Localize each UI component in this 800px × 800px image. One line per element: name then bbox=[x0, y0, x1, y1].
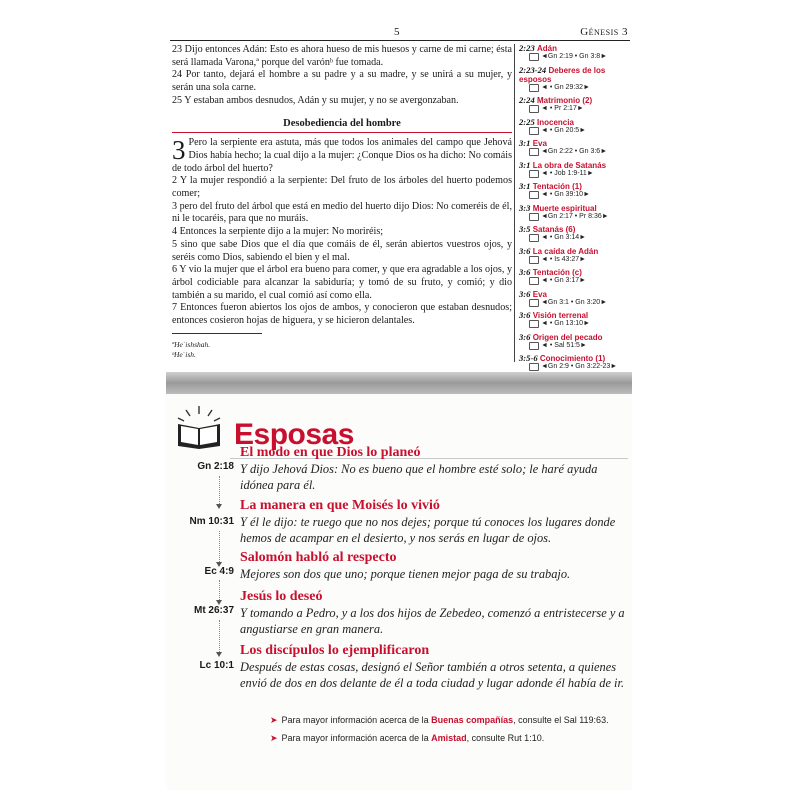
cross-ref-links bbox=[529, 84, 629, 93]
more-info-line bbox=[270, 733, 544, 744]
open-book-icon bbox=[174, 404, 224, 450]
cross-ref-item bbox=[519, 225, 629, 243]
arrow-bullet-icon: ➤ bbox=[270, 715, 278, 725]
cross-ref-links bbox=[529, 170, 629, 179]
cross-ref-verse: 3:1 bbox=[519, 159, 531, 170]
cross-ref-topic: Satanás (6) bbox=[532, 225, 576, 234]
cross-ref-item bbox=[519, 290, 629, 308]
chain-box-icon bbox=[529, 105, 539, 113]
cross-ref-item bbox=[519, 66, 629, 93]
cross-ref-links bbox=[529, 53, 629, 62]
cross-ref-verse: 3:6 bbox=[519, 245, 531, 256]
cross-ref-verse: 3:5-6 bbox=[519, 353, 538, 363]
cross-ref-link-text: ◄ • Gn 13:10► bbox=[541, 320, 590, 327]
chain-box-icon bbox=[529, 256, 539, 264]
cross-ref-links bbox=[529, 127, 629, 136]
cross-ref-item bbox=[519, 96, 629, 114]
chain-box-icon bbox=[529, 213, 539, 221]
footnote: ªHeˈishshah. bbox=[172, 340, 211, 349]
cross-ref-heading bbox=[519, 204, 629, 213]
topic-entry bbox=[240, 444, 628, 493]
entry-reference: Ec 4:9 bbox=[204, 566, 234, 577]
cross-ref-heading bbox=[519, 96, 629, 105]
cross-ref-topic: Matrimonio (2) bbox=[537, 96, 593, 105]
cross-ref-heading bbox=[519, 118, 629, 127]
cross-ref-links bbox=[529, 342, 629, 351]
cross-ref-topic: Eva bbox=[532, 139, 547, 148]
entry-title: Jesús lo deseó bbox=[240, 589, 323, 604]
entry-text: Mejores son dos que uno; porque tienen mejor paga de su trabajo. bbox=[240, 567, 571, 581]
cross-ref-verse: 3:6 bbox=[519, 267, 531, 277]
cross-ref-topic: Origen del pecado bbox=[532, 332, 603, 342]
chain-box-icon bbox=[529, 277, 539, 285]
cross-ref-links bbox=[529, 213, 629, 222]
cross-ref-topic: Deberes de los esposos bbox=[519, 65, 606, 84]
cross-ref-link-text: ◄Gn 2:22 • Gn 3:6► bbox=[541, 148, 608, 155]
cross-ref-verse: 2:24 bbox=[519, 95, 535, 105]
cross-reference-column bbox=[519, 44, 629, 376]
cross-ref-link-text: ◄ • Job 1:9-11► bbox=[541, 169, 594, 177]
cross-ref-topic: Conocimiento (1) bbox=[539, 354, 606, 363]
cross-ref-links bbox=[529, 234, 629, 243]
cross-ref-heading bbox=[519, 333, 629, 342]
chain-box-icon bbox=[529, 299, 539, 307]
cross-ref-item bbox=[519, 139, 629, 157]
timeline-arrow bbox=[216, 504, 222, 509]
chain-box-icon bbox=[529, 127, 539, 135]
entry-text: Y él le dijo: te ruego que no nos dejes; porque tú conoces los lugares donde hemos de acampar en el desierto, y nos serás en lugar de ojos. bbox=[240, 515, 616, 545]
cross-ref-item bbox=[519, 204, 629, 222]
timeline-dots bbox=[219, 620, 220, 652]
topic-entry bbox=[240, 588, 628, 637]
entry-title: Los discípulos lo ejemplificaron bbox=[240, 643, 430, 658]
cross-ref-item bbox=[519, 161, 629, 179]
more-info-suffix: , consulte el Sal 119:63. bbox=[513, 715, 609, 725]
cross-ref-link-text: ◄ • Pr 2:17► bbox=[541, 105, 584, 112]
verse: 6 Y vio la mujer que el árbol era bueno para comer, y que era agradable a los ojos, y árbol codiciable para alcanzar la sabiduría; y tomó de su fruto, y comió; y dio también a su marido, el cual comió así como ella. bbox=[172, 264, 512, 301]
more-info-suffix: , consulte Rut 1:10. bbox=[466, 733, 545, 743]
verse: 4 Entonces la serpiente dijo a la mujer: No moriréis; bbox=[172, 226, 384, 238]
cross-ref-verse: 3:3 bbox=[519, 202, 531, 213]
column-divider bbox=[514, 44, 515, 362]
entry-title: El modo en que Dios lo planeó bbox=[240, 445, 421, 460]
cross-ref-link-text: ◄Gn 2:9 • Gn 3:22-23► bbox=[541, 363, 618, 370]
cross-ref-link-text: ◄Gn 2:17 • Pr 8:36► bbox=[541, 212, 609, 220]
cross-ref-link-text: ◄ • Gn 3:14► bbox=[541, 234, 587, 241]
chain-box-icon bbox=[529, 53, 539, 61]
chain-box-icon bbox=[529, 234, 539, 242]
cross-ref-heading bbox=[519, 182, 629, 191]
entry-reference: Mt 26:37 bbox=[193, 605, 234, 616]
chapter-first-verse bbox=[172, 137, 512, 175]
cross-ref-topic: Tentación (1) bbox=[532, 182, 582, 191]
cross-ref-verse: 3:1 bbox=[519, 138, 531, 148]
cross-ref-item bbox=[519, 118, 629, 136]
cross-ref-item bbox=[519, 247, 629, 265]
more-info-line bbox=[270, 715, 609, 726]
cross-ref-links bbox=[529, 363, 629, 372]
footnote: ᵇHeˈish. bbox=[172, 350, 196, 359]
scripture-column bbox=[172, 44, 512, 328]
topic-entry bbox=[240, 497, 628, 546]
chain-box-icon bbox=[529, 170, 539, 178]
running-head bbox=[172, 26, 632, 40]
more-info-topic: Amistad bbox=[431, 733, 467, 743]
cross-ref-links bbox=[529, 256, 629, 265]
cross-ref-links bbox=[529, 320, 629, 329]
verse: 24 Por tanto, dejará el hombre a su padre y a su madre, y se unirá a su mujer, y serán una sola carne. bbox=[172, 69, 512, 94]
cross-ref-verse: 3:6 bbox=[519, 288, 531, 299]
cross-ref-item bbox=[519, 333, 629, 351]
topic-box bbox=[166, 394, 632, 790]
cross-ref-verse: 3:5 bbox=[519, 224, 531, 234]
more-info-topic: Buenas compañías bbox=[431, 715, 514, 725]
cross-ref-links bbox=[529, 191, 629, 200]
cross-ref-item bbox=[519, 182, 629, 200]
section-title: Desobediencia del hombre bbox=[172, 118, 512, 134]
cross-ref-item bbox=[519, 354, 629, 372]
timeline-dots bbox=[219, 580, 220, 600]
cross-ref-verse: 2:23-24 bbox=[519, 64, 547, 75]
header-rule bbox=[170, 40, 630, 41]
verse: 5 sino que sabe Dios que el día que comáis de él, serán abiertos vuestros ojos, y seréis como Dios, sabiendo el bien y el mal. bbox=[172, 238, 512, 263]
entry-reference: Nm 10:31 bbox=[189, 516, 234, 527]
cross-ref-item bbox=[519, 44, 629, 62]
cross-ref-links bbox=[529, 277, 629, 286]
cross-ref-item bbox=[519, 311, 629, 329]
arrow-bullet-icon: ➤ bbox=[270, 733, 278, 743]
cross-ref-verse: 3:6 bbox=[519, 310, 531, 320]
cross-ref-links bbox=[529, 148, 629, 157]
cross-ref-links bbox=[529, 299, 629, 308]
cross-ref-heading bbox=[519, 44, 629, 53]
cross-ref-item bbox=[519, 268, 629, 286]
timeline-dots bbox=[219, 531, 220, 562]
cross-ref-topic: Adán bbox=[537, 44, 557, 53]
chain-box-icon bbox=[529, 320, 539, 328]
cross-ref-heading bbox=[519, 225, 629, 234]
page-number: 5 bbox=[394, 26, 400, 38]
cross-ref-heading bbox=[519, 354, 629, 363]
section-divider-band bbox=[166, 372, 632, 394]
box-title: Esposas bbox=[234, 418, 354, 451]
topic-entry bbox=[240, 642, 628, 691]
verse: 23 Dijo entonces Adán: Esto es ahora hueso de mis huesos y carne de mi carne; ésta será llamada Varona,ª porque del varónᵇ fue tomada. bbox=[172, 44, 512, 68]
entry-reference: Lc 10:1 bbox=[199, 660, 234, 671]
chain-box-icon bbox=[529, 84, 539, 92]
chain-box-icon bbox=[529, 342, 539, 350]
entry-text: Y tomando a Pedro, y a los dos hijos de Zebedeo, comenzó a entristecerse y a angustiarse en gran manera. bbox=[240, 606, 625, 636]
cross-ref-heading bbox=[519, 268, 629, 277]
cross-ref-topic: Tentación (c) bbox=[532, 268, 582, 277]
entry-text: Después de estas cosas, designó el Señor también a otros setenta, a quienes envió de dos en dos delante de él a toda ciudad y lugar adonde él había de ir. bbox=[240, 660, 625, 690]
cross-ref-link-text: ◄ • Sal 51:5► bbox=[541, 341, 587, 349]
book-chapter: Génesis 3 bbox=[580, 26, 628, 38]
entry-title: La manera en que Moisés lo vivió bbox=[240, 498, 440, 513]
cross-ref-topic: Visión terrenal bbox=[532, 311, 589, 320]
entry-title: Salomón habló al respecto bbox=[240, 550, 397, 565]
cross-ref-verse: 3:1 bbox=[519, 181, 531, 191]
cross-ref-link-text: ◄ • Gn 3:17► bbox=[541, 277, 587, 284]
bible-page bbox=[166, 0, 632, 790]
chain-box-icon bbox=[529, 191, 539, 199]
cross-ref-topic: La obra de Satanás bbox=[532, 160, 607, 170]
cross-ref-heading bbox=[519, 161, 629, 170]
chapter-number: 3 bbox=[172, 135, 186, 166]
chain-box-icon bbox=[529, 148, 539, 156]
cross-ref-heading bbox=[519, 311, 629, 320]
verse-text: Pero la serpiente era astuta, más que todos los animales del campo que Jehová Dios había hecho; la cual dijo a la mujer: ¿Conque Dios os ha dicho: No comáis de todo árbol del huerto? bbox=[172, 137, 512, 174]
chain-box-icon bbox=[529, 363, 539, 371]
timeline-arrow bbox=[216, 652, 222, 657]
cross-ref-verse: 3:6 bbox=[519, 331, 531, 342]
footnotes bbox=[172, 333, 262, 360]
cross-ref-link-text: ◄ • Is 43:27► bbox=[541, 255, 587, 263]
cross-ref-topic: Eva bbox=[532, 289, 547, 299]
cross-ref-links bbox=[529, 105, 629, 114]
cross-ref-heading bbox=[519, 139, 629, 148]
cross-ref-link-text: ◄Gn 3:1 • Gn 3:20► bbox=[541, 298, 608, 306]
cross-ref-topic: Muerte espiritual bbox=[532, 203, 597, 213]
cross-ref-topic: Inocencia bbox=[537, 117, 574, 127]
cross-ref-link-text: ◄Gn 2:19 • Gn 3:8► bbox=[541, 53, 608, 60]
entry-reference: Gn 2:18 bbox=[197, 461, 234, 472]
verse: 7 Entonces fueron abiertos los ojos de ambos, y conocieron que estaban desnudos; entonces cosieron hojas de higuera, y se hicieron delantales. bbox=[172, 302, 512, 327]
cross-ref-heading bbox=[519, 66, 629, 84]
cross-ref-verse: 2:23 bbox=[519, 43, 535, 53]
verse: 3 pero del fruto del árbol que está en medio del huerto dijo Dios: No comeréis de él, ni le tocaréis, para que no muráis. bbox=[172, 200, 512, 225]
topic-entry bbox=[240, 549, 628, 582]
more-info-prefix: Para mayor información acerca de la bbox=[281, 715, 429, 725]
cross-ref-link-text: ◄ • Gn 20:5► bbox=[541, 126, 587, 134]
verse: 25 Y estaban ambos desnudos, Adán y su mujer, y no se avergonzaban. bbox=[172, 94, 459, 106]
cross-ref-heading bbox=[519, 247, 629, 256]
cross-ref-topic: La caída de Adán bbox=[532, 246, 599, 256]
more-info-prefix: Para mayor información acerca de la bbox=[281, 733, 429, 743]
cross-ref-verse: 2:25 bbox=[519, 116, 535, 127]
cross-ref-link-text: ◄ • Gn 29:32► bbox=[541, 83, 590, 91]
verse: 2 Y la mujer respondió a la serpiente: Del fruto de los árboles del huerto podemos comer; bbox=[172, 175, 512, 200]
cross-ref-link-text: ◄ • Gn 39:10► bbox=[541, 191, 590, 198]
entry-text: Y dijo Jehová Dios: No es bueno que el hombre esté solo; le haré ayuda idónea para él. bbox=[240, 462, 598, 492]
cross-ref-heading bbox=[519, 290, 629, 299]
timeline-dots bbox=[219, 476, 220, 504]
